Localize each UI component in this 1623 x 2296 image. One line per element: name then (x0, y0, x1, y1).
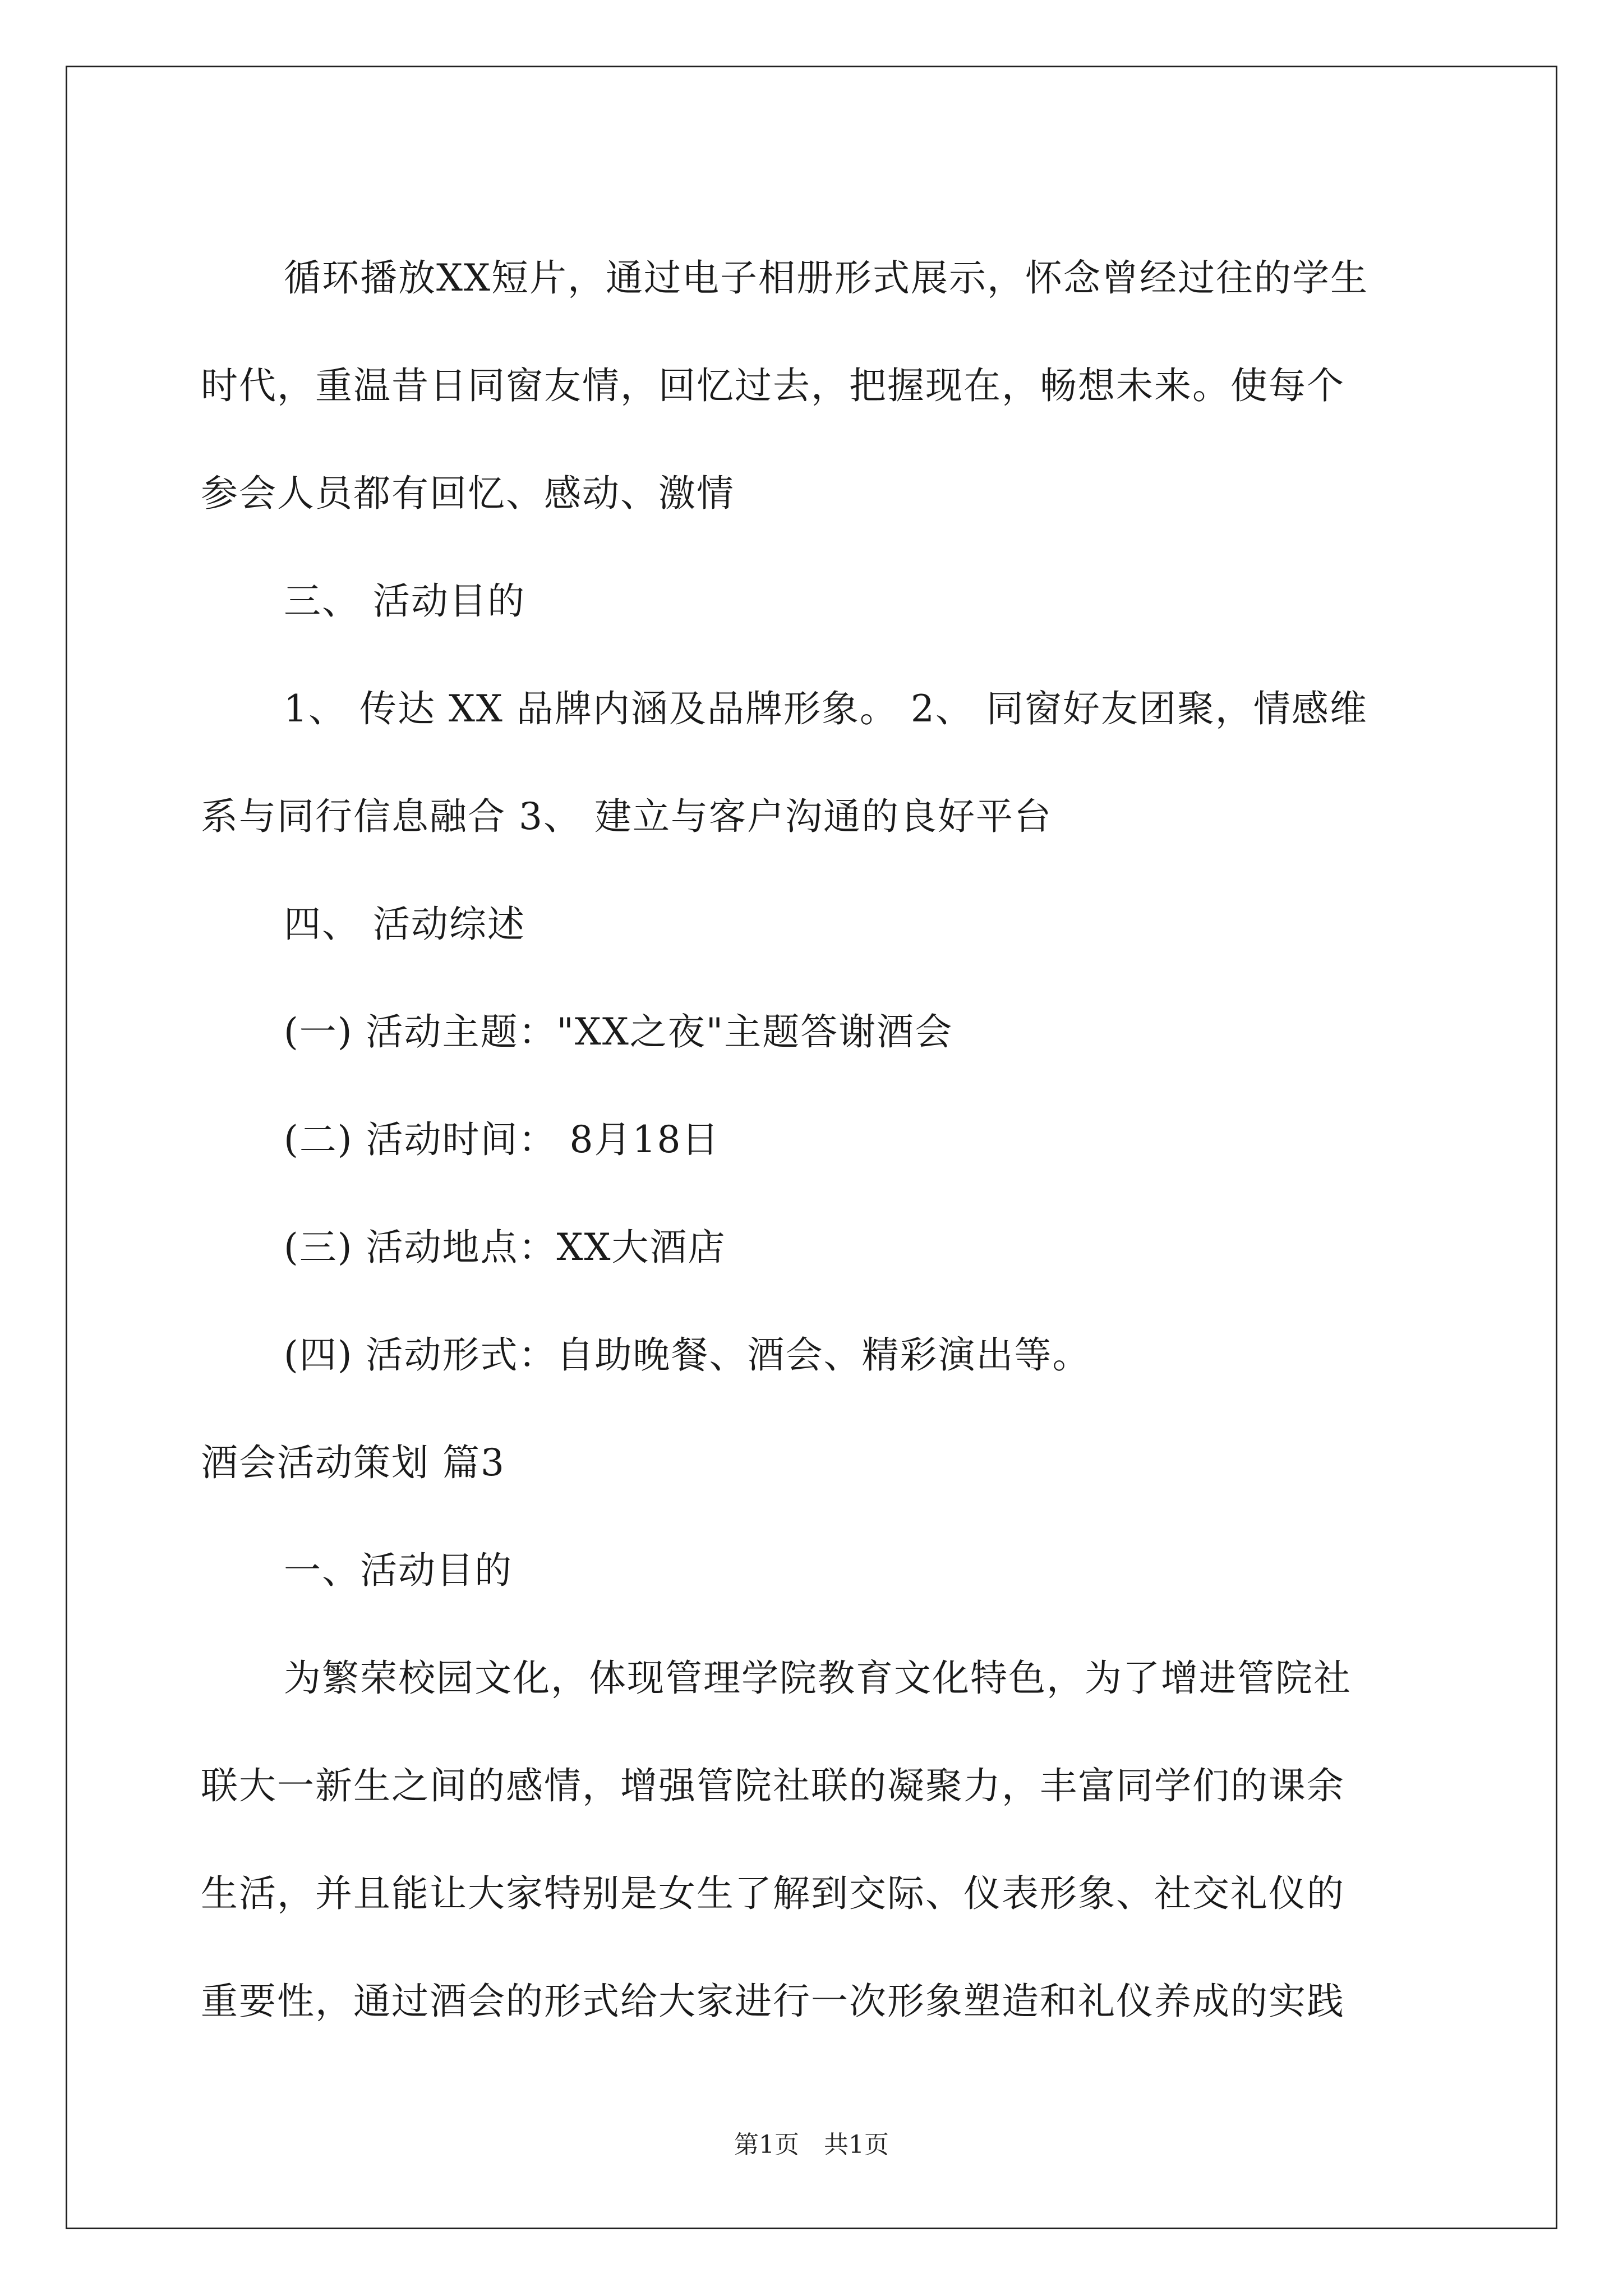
list-item: (三) 活动地点：XX大酒店 (284, 1226, 726, 1269)
page-total: 共1页 (824, 2131, 889, 2159)
text-line: 联大一新生之间的感情，增强管院社联的凝聚力，丰富同学们的课余 (201, 1764, 1345, 1807)
section-heading: 四、 活动综述 (284, 903, 525, 946)
text-line: 系与同行信息融合 3、 建立与客户沟通的良好平台 (201, 795, 1052, 838)
list-item: (四) 活动形式：自助晚餐、酒会、精彩演出等。 (284, 1333, 1091, 1377)
text-line: 生活，并且能让大家特别是女生了解到交际、仪表形象、社交礼仪的 (201, 1872, 1345, 1915)
page-footer (0, 2129, 1623, 2161)
list-item: (一) 活动主题："XX之夜"主题答谢酒会 (284, 1010, 953, 1053)
list-item: (二) 活动时间： 8月18日 (284, 1118, 720, 1161)
text-line: 循环播放XX短片，通过电子相册形式展示，怀念曾经过往的学生 (284, 256, 1368, 300)
text-line: 时代，重温昔日同窗友情，回忆过去，把握现在，畅想未来。使每个 (201, 364, 1345, 407)
page-number: 第1页 (734, 2131, 799, 2159)
text-line: 重要性，通过酒会的形式给大家进行一次形象塑造和礼仪养成的实践 (201, 1980, 1345, 2023)
text-line: 参会人员都有回忆、感动、激情 (201, 472, 735, 515)
text-line: 为繁荣校园文化，体现管理学院教育文化特色，为了增进管院社 (284, 1657, 1352, 1700)
section-heading: 三、 活动目的 (284, 579, 525, 623)
text-line: 1、 传达 XX 品牌内涵及品牌形象。 2、 同窗好友团聚，情感维 (284, 687, 1368, 730)
article-title: 酒会活动策划 篇3 (201, 1441, 505, 1484)
section-heading: 一、活动目的 (284, 1549, 513, 1592)
document-body (201, 224, 1429, 2055)
